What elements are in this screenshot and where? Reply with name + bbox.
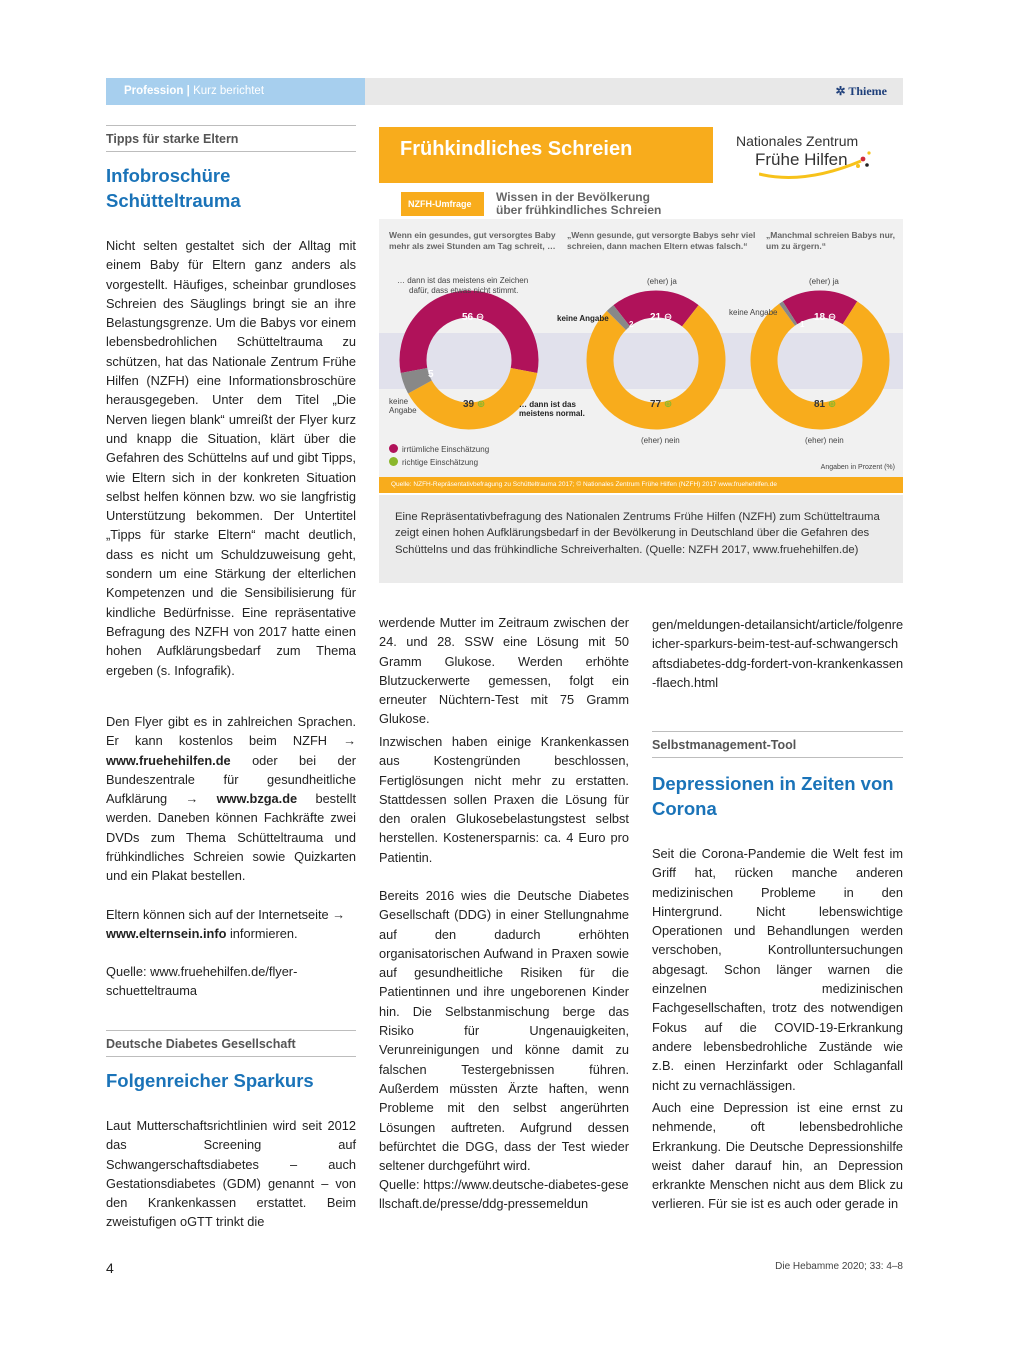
article2-paragraph-1-continued: werdende Mutter im Zeitraum zwischen der 24. und 28. SSW eine Lösung mit 50 Gramm Glukose. Werden erhöhte Blutzuckerwerte gemessen, folgt ein erneuter Nüchtern-Test mit 75 Gramm Glukose. — [379, 615, 629, 727]
article3-kicker: Selbstmanagement-Tool — [652, 731, 903, 758]
legend-wrong — [389, 444, 489, 456]
publisher-name: Thieme — [848, 84, 887, 98]
subsection-label: Kurz berichtet — [193, 85, 265, 97]
article1-p3-text-b: informieren. — [229, 926, 298, 942]
donut1-bottom-label-1: … dann ist das — [519, 400, 576, 409]
donut2-na-label: keine Angabe — [557, 314, 609, 323]
article1-kicker: Tipps für starke Eltern — [106, 125, 356, 152]
article2-source-continued: gen/meldungen-detailansicht/article/folgenreicher-sparkurs-beim-test-auf-schwangerschaftsdiabetes-ddg-fordert-von-krankenkassen-flaech.html — [652, 617, 904, 690]
donut3-wrong-number: 18 — [814, 312, 826, 323]
minus-icon: ⊖ — [475, 312, 485, 323]
donut3-right-number: 81 — [814, 399, 826, 410]
journal-citation: Die Hebamme 2020; 33: 4–8 — [775, 1261, 903, 1272]
infographic-heading-line1: Wissen in der Bevölkerung — [496, 190, 650, 204]
donut2-top-label: (eher) ja — [647, 277, 677, 286]
question-1: Wenn ein gesundes, gut versorgtes Baby mehr als zwei Stunden am Tag schreit, … — [389, 230, 556, 251]
article3-paragraph-1: Seit die Corona-Pandemie die Welt fest im Griff hat, rücken manche anderen medizinischen Probleme in den Hintergrund. Nicht lebenswichtige Operationen und Behandlungen werden verschoben, Kontrolluntersuchungen abgesagt. Schon länger warnen die einzelnen medizinischen Fachgesellschaften, trotz des notwendigen Fokus auf die COVID-19-Erkrankung andere lebensbedrohliche Zustände wie z.B. einen Herzinfarkt oder Schlaganfall nicht zu vernachlässigen. — [652, 846, 903, 1093]
infographic-title: Frühkindliches Schreien — [379, 127, 713, 183]
legend-right-label: richtige Einschätzung — [402, 458, 479, 467]
donut1-no-answer-slice — [414, 370, 420, 386]
donut1-right-number: 39 — [463, 399, 475, 410]
donut2-no-answer-slice — [616, 316, 621, 321]
donut2-right-value — [650, 399, 672, 411]
elternsein-link[interactable]: www.elternsein.info — [106, 926, 227, 942]
thieme-logo-icon: ✲ — [835, 84, 846, 98]
donut1-wrong-number: 56 — [462, 312, 474, 323]
donut3-na-value: 1 — [800, 320, 805, 329]
article2-title: Folgenreicher Sparkurs — [106, 1070, 314, 1091]
publisher-logo — [835, 84, 887, 99]
legend-right — [389, 457, 478, 469]
donut1-wrong-value — [462, 312, 484, 324]
page-number: 4 — [106, 1260, 114, 1276]
donut1-top-label-2: dafür, dass etwas nicht stimmt. — [409, 286, 519, 295]
minus-icon: ⊖ — [663, 312, 673, 323]
infographic-heading-line2: über frühkindliches Schreien — [496, 203, 662, 217]
legend-wrong-label: irrtümliche Einschätzung — [402, 445, 490, 454]
article1-title — [106, 163, 356, 213]
donut3-wrong-value — [814, 312, 836, 324]
article1-source: Quelle: www.fruehehilfen.de/flyer-schuetteltrauma — [106, 964, 298, 999]
donut1-right-value — [463, 399, 485, 411]
article1-p2-text-a: Den Flyer gibt es in zahlreichen Sprachen. Er kann kostenlos beim NZFH → — [106, 714, 356, 749]
question-3: „Manchmal schreien Babys nur, um zu ärgern.“ — [766, 230, 895, 251]
plus-icon: ⊕ — [827, 399, 837, 410]
section-tab — [106, 78, 365, 105]
donut1-na-label-2: Angabe — [389, 406, 417, 415]
section-separator: | — [186, 85, 190, 97]
article2-paragraph-1: Laut Mutterschaftsrichtlinien wird seit 2012 das Screening auf Schwangerschaftsdiabetes – auch Gestationsdiabetes (GDM) genannt – von den Krankenkassen erstattet. Beim zweistufigen oGTT trinkt die — [106, 1118, 356, 1230]
article3-title — [652, 771, 904, 821]
plus-icon: ⊕ — [663, 399, 673, 410]
unit-note: Angaben in Prozent (%) — [820, 464, 895, 471]
donut3-na-label: keine Angabe — [729, 308, 778, 317]
donut3-top-label: (eher) ja — [809, 277, 839, 286]
article1-title-line1: Infobroschüre — [106, 165, 231, 186]
article1-title-line2: Schütteltrauma — [106, 190, 241, 211]
donut3-bottom-label: (eher) nein — [805, 436, 844, 445]
article2-paragraph-3: Bereits 2016 wies die Deutsche Diabetes Gesellschaft (DDG) in einer Stellungnahme auf den dadurch erhöhten organisatorischen Aufwand in Praxen sowie auf gesundheitliche Risiken für die Patientinnen und ihre ungeborenen Kinder hin. Die Selbstanmischung berge das Risiko für Ungenauigkeiten, Verunreinigungen und könne damit zu falschen Testergebnissen führen. Außerdem müssten Ärzte haften, wenn Probleme mit den selbst angerührten Lösungen auftreten. Aufgrund dessen befürchtet die DGG, dass der Test wieder seltener durchgeführt wird. — [379, 888, 629, 1174]
minus-icon: ⊖ — [827, 312, 837, 323]
donut1-na-label-1: keine — [389, 397, 409, 406]
nzfh-logo-line1: Nationales Zentrum — [736, 133, 859, 149]
section-label: Profession — [124, 85, 184, 97]
donut3-right-value — [814, 399, 836, 411]
donut1-na-value: 5 — [428, 369, 434, 380]
survey-badge: NZFH-Umfrage — [401, 192, 484, 216]
donut2-wrong-value — [650, 312, 672, 324]
donut1-bottom-label-2: meistens normal. — [519, 409, 585, 418]
donut2-right-number: 77 — [650, 399, 662, 410]
plus-icon: ⊕ — [476, 399, 486, 410]
donut2-bottom-label: (eher) nein — [641, 436, 680, 445]
article3-title-line2: Corona — [652, 798, 717, 819]
donut1-top-label-1: … dann ist das meistens ein Zeichen — [397, 276, 529, 285]
article1-paragraph-3 — [106, 905, 356, 944]
infographic-source: Quelle: NZFH-Repräsentativbefragung zu Schütteltrauma 2017; © Nationales Zentrum Frühe Hilfen (NZFH) 2017 www.fruehehilfen.de — [379, 477, 903, 493]
article1-p2-text-c: bestellt werden. Daneben können Fachkräfte zwei DVDs zum Thema Schütteltrauma und frühkindliches Schreien sowie Quizkarten und ein Plakat bestellen. — [106, 791, 356, 884]
article2-kicker: Deutsche Diabetes Gesellschaft — [106, 1030, 356, 1057]
article1-p3-text-a: Eltern können sich auf der Internetseite → — [106, 907, 346, 922]
article1-paragraph-2 — [106, 712, 356, 886]
donut2-wrong-number: 21 — [650, 312, 662, 323]
nzfh-logo-line2: Frühe Hilfen — [755, 150, 848, 169]
donut3-no-answer-slice — [787, 313, 790, 315]
page-header — [106, 78, 903, 105]
article1-paragraph-1: Nicht selten gestaltet sich der Alltag mit einem Baby für Eltern ganz anders als vorgestellt. Häufiges, scheinbar grundloses Schreien des Säuglings bringt sie an ihre Belastungsgrenze. Um die Babys vor einem lebensbedrohlichen Schütteltrauma zu schützen, hat das Nationale Zentrum Frühe Hilfen (NZFH) eine Informationsbroschüre herausgegeben. Unter dem Titel „Die Nerven liegen blank“ umreißt der Flyer kurz und knapp die Situation, klärt über die Gefahren des Schüttelns auf und gibt Tipps, wie Eltern sich in der konkreten Situation selbst helfen können bzw. wo sie langfristig Unterstützung bekommen. Der Untertitel „Tipps für starke Eltern“ macht deutlich, dass es nicht um Schuldzuweisung geht, sondern um eine Stärkung der elterlichen Kompetenzen und die Sensibilisierung für kindliche Bedürfnisse. Eine repräsentative Befragung des NZFH von 2017 hatte einen hohen Aufklärungsbedarf zum Thema ergeben (s. Infografik). — [106, 238, 356, 678]
donut2-na-value: 2 — [629, 320, 634, 329]
article2-source: Quelle: https://www.deutsche-diabetes-gesellschaft.de/presse/ddg-pressemeldun — [379, 1177, 629, 1212]
infographic — [379, 127, 903, 493]
bzga-link[interactable]: www.bzga.de — [216, 791, 298, 807]
legend-wrong-swatch-icon — [389, 444, 398, 453]
article1-p2-text-b: oder bei der Bundeszentrale für gesundheitliche Aufklärung → — [106, 752, 357, 807]
article2-paragraph-2: Inzwischen haben einige Krankenkassen aus Kostengründen beschlossen, Fertiglösungen nicht mehr zu erstatten. Stattdessen sollen Praxen die Lösung für den oralen Glukosebelastungstest selbst herstellen. Kostenersparnis: ca. 4 Euro pro Patientin. — [379, 734, 629, 865]
article3-paragraph-2: Auch eine Depression ist eine ernst zu nehmende, oft lebensbedrohliche Erkrankung. Die Deutsche Depressionshilfe weist daher darauf hin, an Depression erkrankte Menschen nicht aus dem Blick zu verlieren. Für sie ist es auch oder gerade in — [652, 1100, 903, 1212]
legend-right-swatch-icon — [389, 457, 398, 466]
article3-title-line1: Depressionen in Zeiten von — [652, 773, 894, 794]
question-2: „Wenn gesunde, gut versorgte Babys sehr viel schreien, dann machen Eltern etwas falsch.“ — [567, 230, 756, 251]
fruehehilfen-link[interactable]: www.fruehehilfen.de — [106, 752, 231, 768]
figure-caption: Eine Repräsentativbefragung des Nationalen Zentrums Frühe Hilfen (NZFH) zum Schütteltrauma zeigt einen hohen Aufklärungsbedarf in der Bevölkerung in Deutschland über die Gefahren des Schüttelns und das frühkindliche Schreiverhalten. (Quelle: NZFH 2017, www.fruehehilfen.de) — [379, 495, 903, 583]
